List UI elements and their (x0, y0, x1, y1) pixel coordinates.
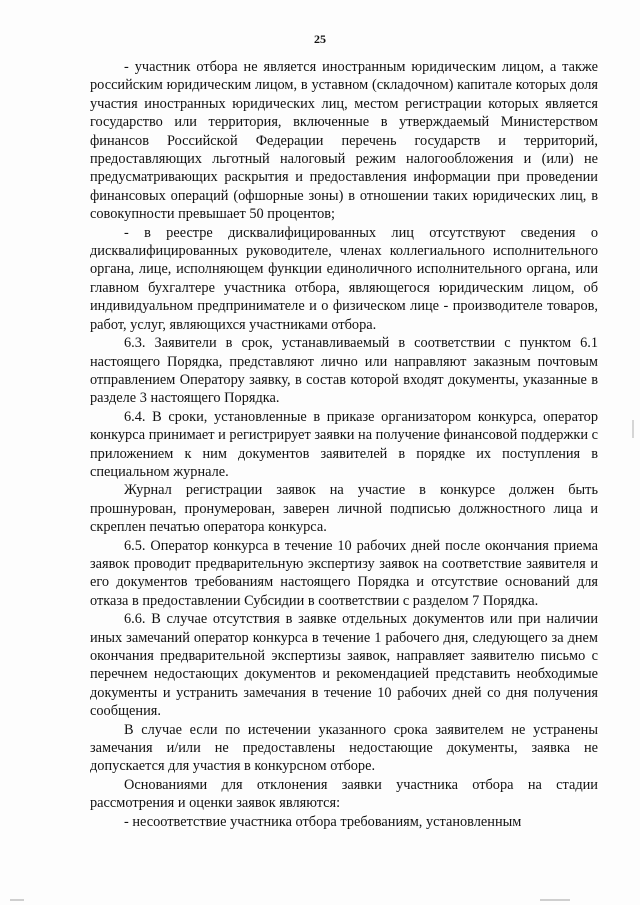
paragraph-6-6: 6.6. В случае отсутствия в заявке отдельных документов или при наличии иных замечаний оператор конкурса в течение 1 рабочего дня, следующего за днем окончания предварительной экспертизы заявок, направляет заявителю письмо с перечнем недостающих документов и рекомендацией представить необходимые документы и устранить замечания в течение 10 рабочих дней со дня получения сообщения. (90, 611, 598, 720)
paragraph-foreign-entity-condition: - участник отбора не является иностранным юридическим лицом, а также российским юридическим лицом, в уставном (складочном) капитале которых доля участия иностранных юридических лиц, местом регистрации которых является государство или территория, включенные в утверждаемый Министерством финансов Российской Федерации перечень государств и территорий, предоставляющих льготный налоговый режим налогообложения и (или) не предусматривающих раскрытия и предоставления информации при проведении финансовых операций (офшорные зоны) в отношении таких юридических лиц, в совокупности превышает 50 процентов; (90, 59, 598, 223)
paragraph-registration-journal: Журнал регистрации заявок на участие в конкурсе должен быть прошнурован, пронумерован, заверен личной подписью должностного лица и скреплен печатью оператора конкурса. (90, 482, 598, 536)
paragraph-nonconformity: - несоответствие участника отбора требованиям, установленным (124, 813, 522, 830)
paragraph-6-4: 6.4. В сроки, установленные в приказе организатором конкурса, оператор конкурса принимает и регистрирует заявки на получение финансовой поддержки с приложением к ним документов заявителей в порядке их поступления в специальном журнале. (90, 408, 598, 480)
scan-artifact-right (540, 899, 570, 901)
document-body (90, 58, 598, 831)
paragraph-6-5: 6.5. Оператор конкурса в течение 10 рабочих дней после окончания приема заявок проводит предварительную экспертизу заявок на соответствие заявителя и его документов требованиям настоящего Порядка и отсутствие оснований для отказа в предоставлении Субсидии в соответствии с разделом 7 Порядка. (90, 537, 598, 609)
paragraph-rejection-grounds: Основаниями для отклонения заявки участника отбора на стадии рассмотрения и оценки заявок являются: (90, 776, 598, 812)
paragraph-not-admitted: В случае если по истечении указанного срока заявителем не устранены замечания и/или не предоставлены недостающие документы, заявка не допускается для участия в конкурсном отборе. (90, 721, 598, 775)
paragraph-6-3: 6.3. Заявители в срок, устанавливаемый в соответствии с пунктом 6.1 настоящего Порядка, представляют лично или направляют заказным почтовым отправлением Оператору заявку, в состав которой входят документы, указанные в разделе 3 настоящего Порядка. (90, 335, 598, 407)
paragraph-disqualified-persons-condition: - в реестре дисквалифицированных лиц отсутствуют сведения о дисквалифицированных руководителе, членах коллегиального исполнительного органа, лице, исполняющем функции единоличного исполнительного органа, или главном бухгалтере участника отбора, являющегося юридическим лицом, об индивидуальном предпринимателе и о физическом лице - производителе товаров, работ, услуг, являющихся участниками отбора. (90, 224, 598, 333)
page-number: 25 (314, 32, 326, 46)
scan-artifact-left (10, 899, 24, 901)
scan-edge-mark (632, 420, 634, 438)
